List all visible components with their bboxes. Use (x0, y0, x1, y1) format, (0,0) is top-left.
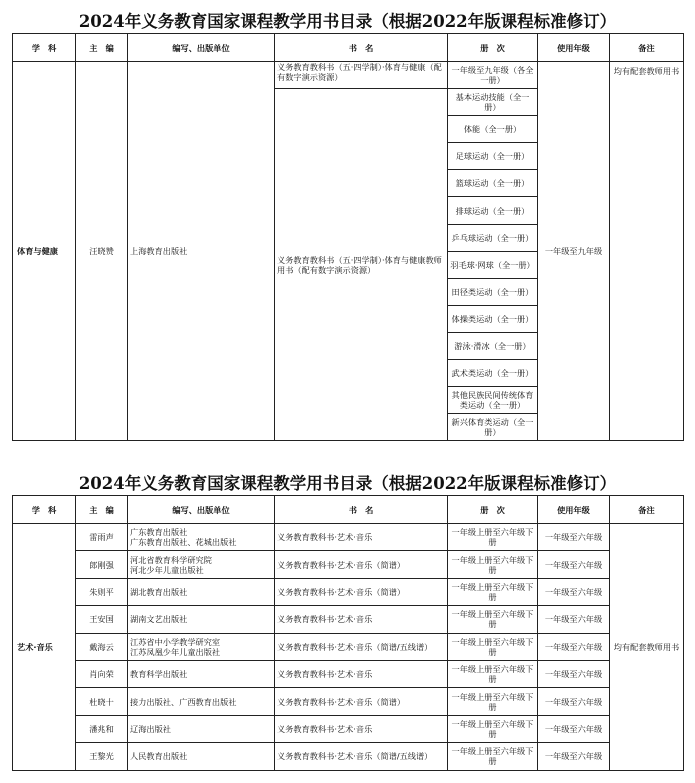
publisher-cell: 广东教育出版社 广东教育出版社、花城出版社 (128, 524, 275, 551)
textbook-table-pe (12, 33, 684, 441)
book-title-cell: 义务教育教科书·艺术·音乐 (275, 660, 448, 687)
volume-cell: 游泳·滑冰（全一册） (448, 332, 538, 359)
table-row (13, 62, 684, 89)
table-row (13, 743, 684, 770)
column-header: 主 编 (76, 496, 128, 524)
volume-cell: 田径类运动（全一册） (448, 278, 538, 305)
grade-cell: 一年级至六年级 (538, 524, 610, 551)
book-title-cell: 义务教育教科书·艺术·音乐（简谱/五线谱） (275, 633, 448, 660)
table-row (13, 551, 684, 578)
editor-cell: 潘兆和 (76, 715, 128, 742)
column-header: 册 次 (448, 496, 538, 524)
subject-cell: 体育与健康 (13, 62, 76, 441)
grade-cell: 一年级至九年级 (538, 62, 610, 441)
column-header: 册 次 (448, 34, 538, 62)
table-row (13, 633, 684, 660)
volume-cell: 篮球运动（全一册） (448, 170, 538, 197)
book-title-cell: 义务教育教科书·艺术·音乐（简谱） (275, 578, 448, 605)
publisher-cell: 河北省教育科学研究院 河北少年儿童出版社 (128, 551, 275, 578)
volume-cell: 其他民族民间传统体育类运动（全一册） (448, 387, 538, 414)
column-header: 编写、出版单位 (128, 496, 275, 524)
editor-cell: 杜晓十 (76, 688, 128, 715)
table-row (13, 688, 684, 715)
publisher-cell: 湖南文艺出版社 (128, 606, 275, 633)
table-row (13, 660, 684, 687)
editor-cell: 郎刚强 (76, 551, 128, 578)
page-title-1: 2024年义务教育国家课程教学用书目录（根据2022年版课程标准修订） (78, 12, 617, 31)
column-header: 书 名 (275, 496, 448, 524)
book-title-cell: 义务教育教科书·艺术·音乐 (275, 606, 448, 633)
volume-cell: 基本运动技能（全一册） (448, 89, 538, 116)
publisher-cell: 上海教育出版社 (128, 62, 275, 441)
editor-cell: 肖向荣 (76, 660, 128, 687)
editor-cell: 戴海云 (76, 633, 128, 660)
book-title-cell: 义务教育教科书·艺术·音乐（简谱/五线谱） (275, 743, 448, 770)
column-header: 主 编 (76, 34, 128, 62)
grade-cell: 一年级至六年级 (538, 715, 610, 742)
column-header: 编写、出版单位 (128, 34, 275, 62)
column-header: 学 科 (13, 34, 76, 62)
book-title-cell: 义务教育教科书·艺术·音乐（简谱） (275, 688, 448, 715)
book-title-cell: 义务教育教科书（五·四学制）·体育与健康教师用书（配有数字演示资源） (275, 89, 448, 441)
grade-cell: 一年级至六年级 (538, 606, 610, 633)
publisher-cell: 教育科学出版社 (128, 660, 275, 687)
volume-cell: 武术类运动（全一册） (448, 360, 538, 387)
publisher-cell: 湖北教育出版社 (128, 578, 275, 605)
volume-cell: 排球运动（全一册） (448, 197, 538, 224)
column-header: 备注 (610, 34, 684, 62)
grade-cell: 一年级至六年级 (538, 688, 610, 715)
volume-cell: 羽毛球·网球（全一册） (448, 251, 538, 278)
volume-cell: 乒乓球运动（全一册） (448, 224, 538, 251)
table-row (13, 578, 684, 605)
column-header: 使用年级 (538, 34, 610, 62)
subject-cell: 艺术·音乐 (13, 524, 76, 771)
page-title-2: 2024年义务教育国家课程教学用书目录（根据2022年版课程标准修订） (78, 474, 617, 493)
publisher-cell: 人民教育出版社 (128, 743, 275, 770)
volume-cell: 一年级上册至六年级下册 (448, 578, 538, 605)
volume-cell: 一年级上册至六年级下册 (448, 660, 538, 687)
column-header: 备注 (610, 496, 684, 524)
volume-cell: 体能（全一册） (448, 116, 538, 143)
volume-cell: 足球运动（全一册） (448, 143, 538, 170)
note-cell: 均有配套教师用书 (610, 524, 684, 771)
grade-cell: 一年级至六年级 (538, 551, 610, 578)
table-row (13, 524, 684, 551)
volume-cell: 一年级上册至六年级下册 (448, 743, 538, 770)
editor-cell: 朱则平 (76, 578, 128, 605)
note-cell: 均有配套教师用书 (610, 62, 684, 441)
volume-cell: 一年级至九年级（各全一册） (448, 62, 538, 89)
volume-cell: 新兴体育类运动（全一册） (448, 414, 538, 441)
volume-cell: 一年级上册至六年级下册 (448, 688, 538, 715)
publisher-cell: 辽海出版社 (128, 715, 275, 742)
grade-cell: 一年级至六年级 (538, 633, 610, 660)
grade-cell: 一年级至六年级 (538, 660, 610, 687)
grade-cell: 一年级至六年级 (538, 578, 610, 605)
table-row (13, 715, 684, 742)
editor-cell: 汪晓赞 (76, 62, 128, 441)
volume-cell: 一年级上册至六年级下册 (448, 633, 538, 660)
book-title-cell: 义务教育教科书（五·四学制）·体育与健康（配有数字演示资源） (275, 62, 448, 89)
book-title-cell: 义务教育教科书·艺术·音乐（简谱） (275, 551, 448, 578)
publisher-cell: 江苏省中小学教学研究室 江苏凤凰少年儿童出版社 (128, 633, 275, 660)
volume-cell: 一年级上册至六年级下册 (448, 551, 538, 578)
table-row (13, 606, 684, 633)
editor-cell: 王黎光 (76, 743, 128, 770)
publisher-cell: 接力出版社、广西教育出版社 (128, 688, 275, 715)
grade-cell: 一年级至六年级 (538, 743, 610, 770)
volume-cell: 一年级上册至六年级下册 (448, 715, 538, 742)
editor-cell: 王安国 (76, 606, 128, 633)
book-title-cell: 义务教育教科书·艺术·音乐 (275, 715, 448, 742)
volume-cell: 体操类运动（全一册） (448, 305, 538, 332)
textbook-table-music (12, 495, 684, 771)
volume-cell: 一年级上册至六年级下册 (448, 524, 538, 551)
column-header: 学 科 (13, 496, 76, 524)
column-header: 书 名 (275, 34, 448, 62)
editor-cell: 雷雨声 (76, 524, 128, 551)
volume-cell: 一年级上册至六年级下册 (448, 606, 538, 633)
book-title-cell: 义务教育教科书·艺术·音乐 (275, 524, 448, 551)
column-header: 使用年级 (538, 496, 610, 524)
